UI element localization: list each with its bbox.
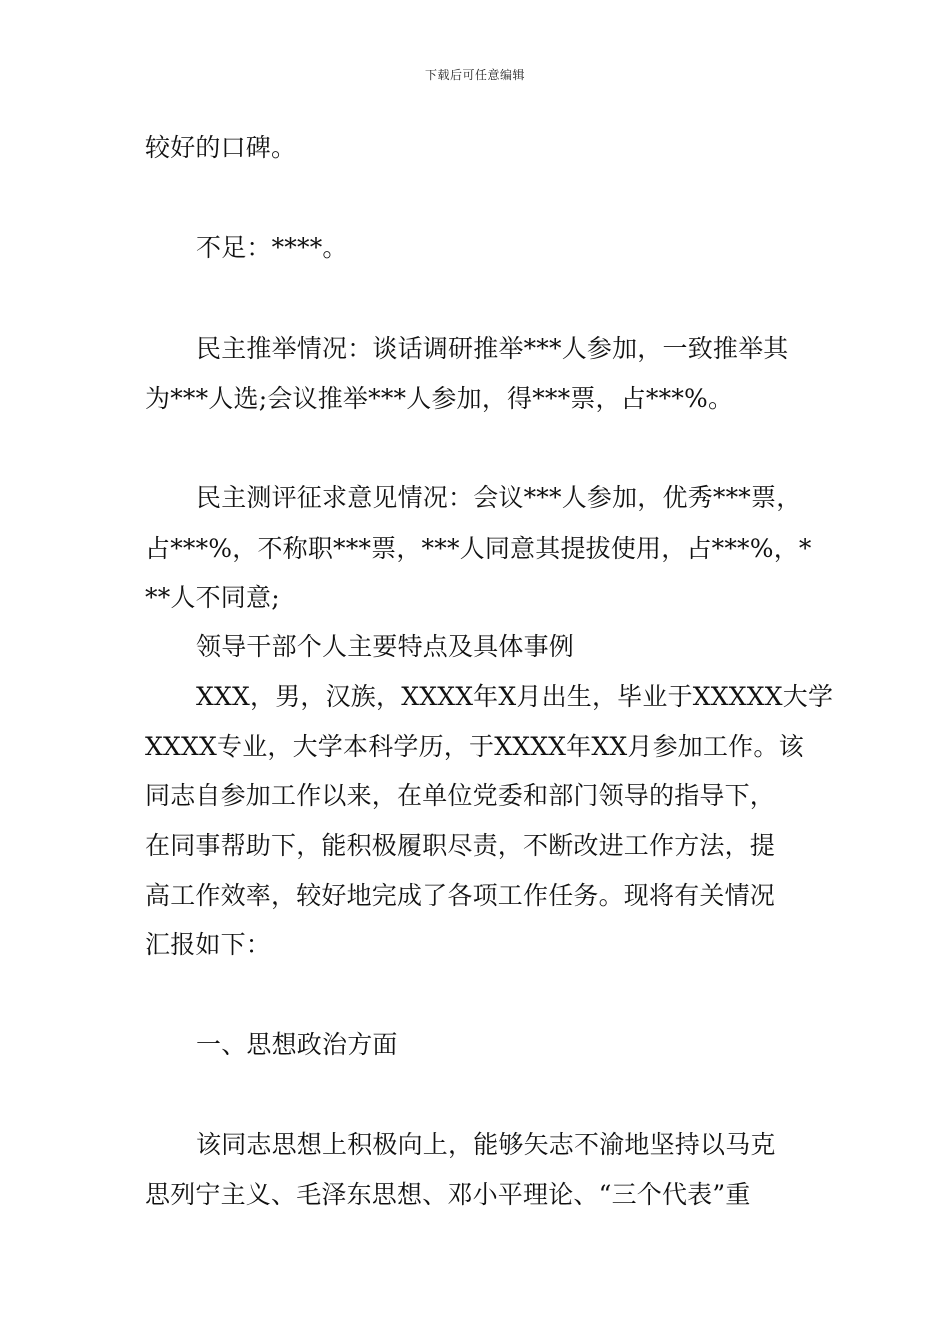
body-text-line: 同志自参加工作以来，在单位党委和部门领导的指导下， bbox=[145, 781, 776, 810]
body-text-line: XXX，男，汉族，XXXX年X月出生，毕业于XXXXX大学 bbox=[196, 682, 834, 711]
body-text-line: 高工作效率，较好地完成了各项工作任务。现将有关情况 bbox=[145, 881, 776, 910]
body-text-line: XXXX专业，大学本科学历，于XXXX年XX月参加工作。该 bbox=[145, 732, 804, 761]
body-text-line: 为***人选;会议推举***人参加，得***票，占***%。 bbox=[145, 384, 734, 413]
body-text-line: 不足：****。 bbox=[196, 233, 348, 262]
section-heading: 领导干部个人主要特点及具体事例 bbox=[196, 632, 575, 661]
body-text-line: 该同志思想上积极向上，能够矢志不渝地坚持以马克 bbox=[196, 1130, 776, 1159]
body-text-line: 占***%，不称职***票，***人同意其提拔使用，占***%，* bbox=[145, 534, 812, 563]
body-text-line: 思列宁主义、毛泽东思想、邓小平理论、“三个代表”重 bbox=[145, 1180, 751, 1209]
body-text-line: 汇报如下： bbox=[145, 930, 272, 959]
body-text-line: **人不同意; bbox=[145, 583, 280, 612]
body-text-line: 民主测评征求意见情况：会议***人参加，优秀***票， bbox=[196, 483, 802, 512]
section-heading: 一、思想政治方面 bbox=[196, 1030, 398, 1059]
body-text-line: 在同事帮助下，能积极履职尽责，不断改进工作方法，提 bbox=[145, 831, 776, 860]
page-header: 下载后可任意编辑 bbox=[424, 68, 525, 82]
body-text-line: 较好的口碑。 bbox=[145, 133, 297, 162]
body-text-line: 民主推举情况：谈话调研推举***人参加，一致推举其 bbox=[196, 334, 789, 363]
